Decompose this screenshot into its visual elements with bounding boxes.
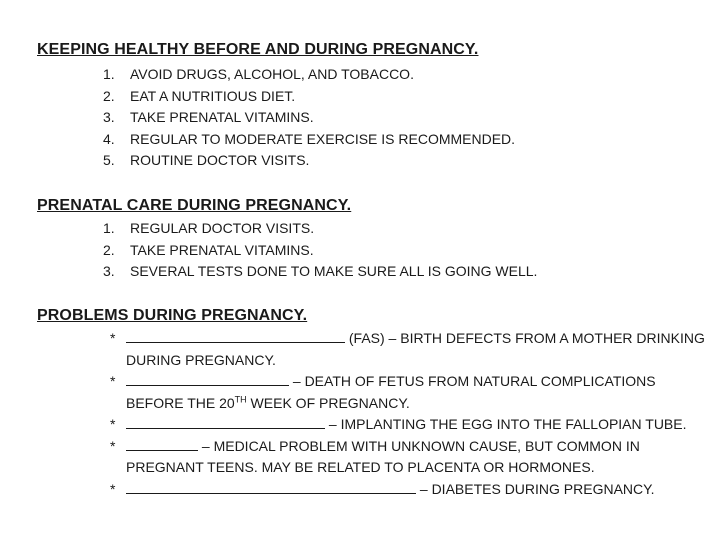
item-text: – DIABETES DURING PREGNANCY. — [416, 480, 655, 497]
item-text-continued: WEEK OF PREGNANCY. — [246, 394, 410, 411]
section-heading-problems: PROBLEMS DURING PREGNANCY. — [37, 307, 308, 324]
bullet-star: * — [110, 373, 116, 389]
bullet-star: * — [110, 416, 116, 432]
list-item — [110, 328, 710, 371]
problems-list — [110, 328, 710, 500]
item-text: AVOID DRUGS, ALCOHOL, AND TOBACCO. — [130, 66, 414, 82]
list-item — [103, 261, 537, 283]
bullet-star: * — [110, 480, 116, 497]
list-item — [110, 414, 710, 436]
item-text: TAKE PRENATAL VITAMINS. — [130, 241, 314, 258]
list-item — [110, 371, 710, 414]
list-item — [103, 129, 515, 151]
bullet-star: * — [110, 330, 116, 346]
item-text: – MEDICAL PROBLEM WITH UNKNOWN CAUSE, BUT COMMON IN PREGNANT TEENS. MAY BE RELATED TO PLACENTA OR HORMONES. — [126, 437, 640, 475]
fill-in-blank — [126, 414, 325, 429]
list-item — [103, 64, 515, 86]
item-text: – DEATH OF FETUS FROM NATURAL COMPLICATIONS BEFORE THE 20 — [126, 373, 656, 411]
superscript-th: TH — [234, 393, 247, 404]
section-heading-prenatal-care: PRENATAL CARE DURING PREGNANCY. — [37, 197, 352, 214]
fill-in-blank — [126, 371, 289, 386]
item-text: EAT A NUTRITIOUS DIET. — [130, 87, 296, 104]
list-item — [103, 86, 515, 108]
item-number: 4. — [103, 130, 115, 147]
item-number: 2. — [103, 241, 115, 258]
item-number: 1. — [103, 220, 115, 236]
item-text: – IMPLANTING THE EGG INTO THE FALLOPIAN TUBE. — [325, 416, 687, 432]
item-text: ROUTINE DOCTOR VISITS. — [130, 152, 310, 168]
item-text: (FAS) – BIRTH DEFECTS FROM A MOTHER DRINKING DURING PREGNANCY. — [126, 330, 705, 368]
item-text: SEVERAL TESTS DONE TO MAKE SURE ALL IS GOING WELL. — [130, 263, 538, 279]
item-number: 3. — [103, 263, 115, 279]
list-item — [103, 218, 537, 240]
list-item — [103, 107, 515, 129]
list-item — [110, 479, 710, 501]
keeping-healthy-list — [103, 64, 515, 172]
list-item — [103, 240, 537, 262]
bullet-star: * — [110, 437, 116, 454]
fill-in-blank — [126, 479, 416, 494]
item-number: 2. — [103, 87, 115, 104]
list-item — [103, 150, 515, 172]
item-text: REGULAR DOCTOR VISITS. — [130, 220, 315, 236]
list-item — [110, 436, 710, 479]
fill-in-blank — [126, 328, 345, 343]
item-number: 3. — [103, 109, 115, 125]
item-number: 1. — [103, 66, 115, 82]
fill-in-blank — [126, 436, 198, 451]
prenatal-care-list — [103, 218, 537, 283]
item-text: TAKE PRENATAL VITAMINS. — [130, 109, 314, 125]
item-text: REGULAR TO MODERATE EXERCISE IS RECOMMENDED. — [130, 130, 516, 147]
section-heading-keeping-healthy: KEEPING HEALTHY BEFORE AND DURING PREGNANCY. — [37, 41, 479, 58]
item-number: 5. — [103, 152, 115, 168]
